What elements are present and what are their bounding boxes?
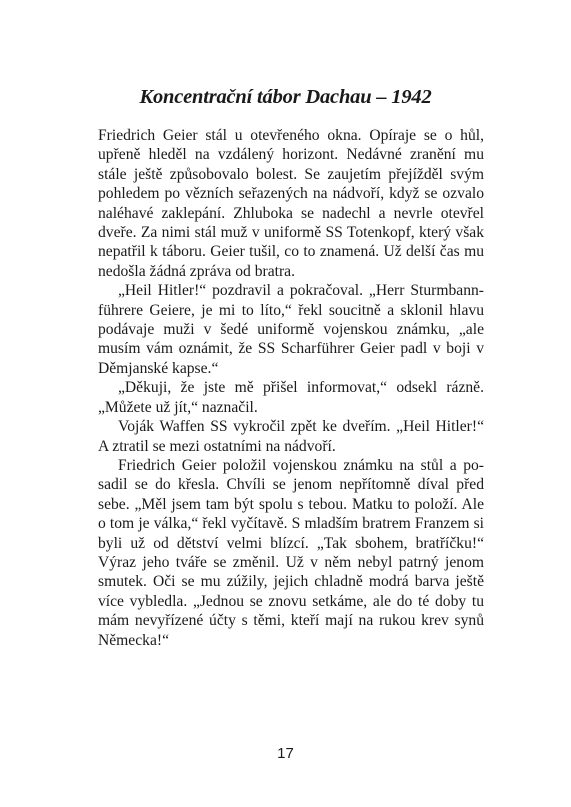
paragraph: „Děkuji, že jste mě přišel informovat,“ odsekl rázně. „Můžete už jít,“ naznačil.	[98, 379, 484, 416]
paragraph: „Heil Hitler!“ pozdravil a pokračoval. „Herr Sturmbannführere Geiere, je mi to líto,“ řekl soucitně a sklonil hlavu podávaje muži v šedé uniformě vojenskou známku, „ale musím vám oznámit, že SS Scharführer Geier padl v boji v Děmjanské kapse.“	[98, 282, 484, 377]
body-text	[98, 126, 484, 650]
paragraph: Friedrich Geier stál u otevřeného okna. Opíraje se o hůl, upřeně hleděl na vzdálený horizont. Nedávné zranění mu stále ještě způsobovalo bolest. Se zaujetím přejížděl svým pohledem po vězních seřazených na nádvoří, když se ozvalo naléhavé zaklepání. Zhluboka se nadechl a nevrle otevřel dveře. Za nimi stál muž v uniformě SS Totenkopf, který však nepatřil k táboru. Geier tušil, co to znamená. Už delší čas mu nedošla žádná zpráva od bratra.	[98, 127, 484, 280]
page-number: 17	[277, 745, 294, 762]
paragraph: Friedrich Geier položil vojenskou známku na stůl a posadil se do křesla. Chvíli se jenom nepřítomně díval před sebe. „Měl jsem tam být spolu s tebou. Matku to položí. Ale o tom je válka,“ řekl vyčítavě. S mladším bratrem Franzem si byli už od dětství velmi blízcí. „Tak sbohem, bratříčku!“ Výraz jeho tváře se změnil. Už v něm nebyl patrný jenom smutek. Oči se mu zúžily, jejich chladně modrá barva ještě více vybledla. „Jednou se znovu setkáme, ale do té doby tu mám nevyřízené účty s těmi, kteří mají na rukou krev synů Německa!“	[98, 456, 484, 649]
chapter-title: Koncentrační tábor Dachau – 1942	[139, 86, 432, 108]
paragraph: Voják Waffen SS vykročil zpět ke dveřím. „Heil Hitler!“ A ztratil se mezi ostatními na nádvoří.	[98, 418, 484, 455]
